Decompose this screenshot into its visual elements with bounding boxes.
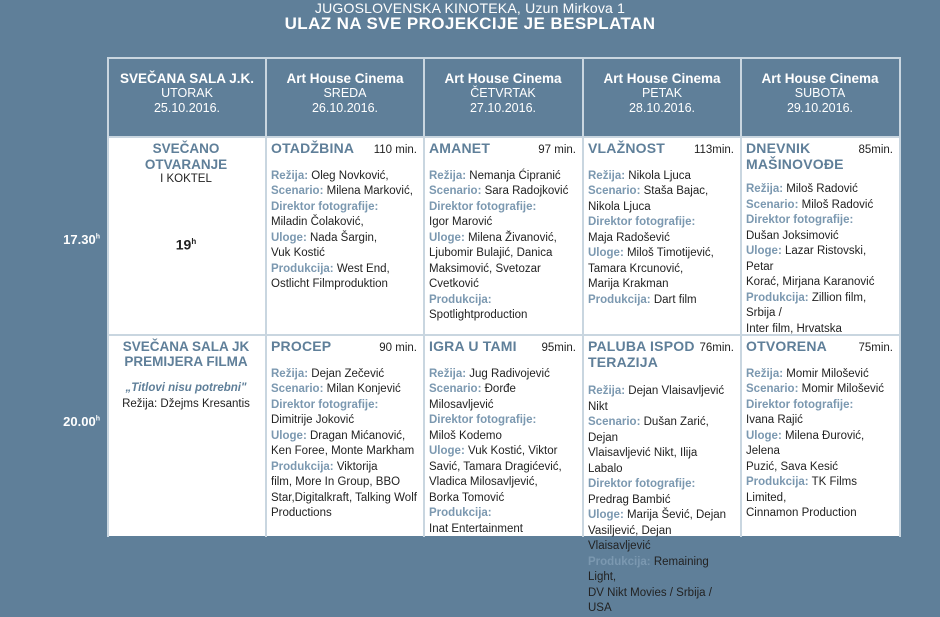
credit-line bbox=[588, 262, 734, 278]
credit-line bbox=[746, 275, 893, 291]
credit-line bbox=[429, 308, 576, 324]
credit-label: Scenario: bbox=[746, 383, 799, 395]
film-title-row bbox=[588, 339, 734, 370]
time-label-1730: 17.30$^h$ bbox=[63, 232, 100, 247]
credit-text: Miloš Kodemo bbox=[429, 429, 502, 442]
credit-line bbox=[588, 215, 734, 231]
credit-text: Spotlightproduction bbox=[429, 309, 528, 321]
credit-text: DV Nikt Movies / Srbija / USA bbox=[588, 586, 712, 614]
credit-text: Oleg Novković, bbox=[308, 169, 389, 182]
credit-text: Vasiljević, Dejan Vlaisavljević bbox=[588, 524, 672, 552]
credit-line bbox=[271, 429, 417, 445]
credit-line bbox=[746, 291, 893, 322]
credit-text: Cvetković bbox=[429, 278, 479, 290]
credit-label: Direktor fotografije: bbox=[429, 200, 537, 213]
credit-text: Igor Marović bbox=[429, 216, 493, 228]
credit-text: Productions bbox=[271, 507, 332, 519]
credit-label: Režija: bbox=[271, 169, 309, 182]
film-credits bbox=[271, 367, 417, 522]
credit-line bbox=[429, 382, 576, 413]
credit-text: Vuk Kostić, Viktor bbox=[464, 445, 558, 457]
credit-text: Maja Radošević bbox=[588, 231, 670, 244]
credit-line bbox=[429, 169, 576, 185]
credit-text: Dimitrije Joković bbox=[271, 414, 355, 426]
credit-label: Scenario: bbox=[429, 383, 482, 395]
credit-line bbox=[429, 293, 576, 309]
day-venue: SVEČANA SALA J.K. bbox=[119, 71, 255, 86]
film-title-row bbox=[588, 141, 734, 159]
credit-text: Inat Entertainment bbox=[429, 522, 523, 535]
day-venue: Art House Cinema bbox=[444, 71, 562, 86]
credit-label: Režija: bbox=[746, 183, 784, 195]
day-date: 27.10.2016. bbox=[469, 101, 537, 115]
credit-label: Režija: bbox=[429, 169, 467, 182]
credit-line bbox=[429, 475, 576, 491]
credit-text: Tamara Krcunović, bbox=[588, 262, 684, 275]
credit-label: Produkcija: bbox=[588, 293, 651, 306]
free-entry-notice: ULAZ NA SVE PROJEKCIJE JE BESPLATAN bbox=[284, 14, 656, 33]
credit-text: Miloš Radović bbox=[798, 198, 874, 211]
day-date: 29.10.2016. bbox=[786, 101, 854, 115]
film-duration: 97 min. bbox=[538, 144, 576, 156]
credit-line bbox=[588, 508, 734, 524]
credit-text: Puzić, Sava Kesić bbox=[746, 460, 839, 473]
day-name: ČETVRTAK bbox=[470, 86, 536, 100]
film-title-row bbox=[429, 339, 576, 357]
film-title: DNEVNIK MAŠINOVOĐE bbox=[746, 140, 844, 172]
film-cell bbox=[267, 336, 423, 536]
credit-label: Uloge: bbox=[271, 231, 307, 244]
schedule-grid bbox=[107, 57, 901, 614]
credit-text: Lazar Ristovski, Petar bbox=[746, 245, 867, 273]
credit-text: Predrag Bambić bbox=[588, 493, 671, 506]
film-cell bbox=[425, 138, 582, 334]
film-title-row bbox=[271, 141, 417, 159]
credit-line bbox=[746, 382, 893, 398]
day-date: 26.10.2016. bbox=[311, 101, 379, 115]
film-duration: 95min. bbox=[541, 342, 576, 354]
credit-line bbox=[588, 415, 734, 446]
credit-label: Uloge: bbox=[429, 231, 465, 244]
credit-label: Scenario: bbox=[746, 198, 799, 211]
credit-line bbox=[588, 231, 734, 247]
film-credits bbox=[588, 169, 734, 309]
credit-text: Dragan Mićanović, bbox=[306, 429, 406, 442]
credit-label: Produkcija: bbox=[271, 262, 334, 275]
credit-line bbox=[746, 213, 893, 229]
day-venue: Art House Cinema bbox=[286, 71, 404, 86]
film-title-row bbox=[429, 141, 576, 159]
credit-label: Uloge: bbox=[588, 509, 624, 521]
credit-line bbox=[588, 446, 734, 477]
credit-line bbox=[588, 555, 734, 586]
credit-line bbox=[588, 184, 734, 200]
credit-line bbox=[588, 524, 734, 555]
premiere-film-title: „Titlovi nisu potrebni" bbox=[125, 382, 247, 394]
credit-text: Marija Šević, Dejan bbox=[623, 509, 727, 521]
credit-label: Direktor fotografije: bbox=[271, 398, 379, 411]
credit-line bbox=[429, 444, 576, 460]
film-cell bbox=[267, 138, 423, 334]
opening-subtitle: I KOKTEL bbox=[160, 173, 212, 185]
credit-line bbox=[429, 200, 576, 216]
film-cell bbox=[742, 138, 899, 334]
day-name: UTORAK bbox=[161, 86, 213, 100]
credit-label: Uloge: bbox=[429, 445, 465, 457]
credit-text: Milena Đurović, Jelena bbox=[746, 429, 865, 457]
credit-text: Borka Tomović bbox=[429, 491, 505, 504]
credit-line bbox=[271, 460, 417, 476]
credit-line bbox=[271, 367, 417, 383]
credit-line bbox=[271, 444, 417, 460]
film-title: VLAŽNOST bbox=[588, 140, 666, 156]
credit-text: Dejan Zečević bbox=[308, 367, 385, 380]
credit-label: Uloge: bbox=[746, 245, 782, 257]
credit-line bbox=[271, 246, 417, 262]
day-header-saturday bbox=[741, 71, 899, 116]
credit-text: Milan Konjević bbox=[323, 383, 401, 395]
credit-label: Režija: bbox=[429, 367, 467, 380]
credit-text: Milena Živanović, bbox=[464, 231, 557, 244]
credit-text: Nada Šargin, bbox=[306, 231, 378, 244]
credit-label: Produkcija: bbox=[746, 476, 809, 488]
film-credits bbox=[588, 384, 734, 617]
credit-text: Dušan Joksimović bbox=[746, 229, 839, 242]
credit-line bbox=[429, 277, 576, 293]
credit-line bbox=[746, 229, 893, 245]
credit-line bbox=[746, 413, 893, 429]
film-title-row bbox=[271, 339, 417, 357]
premiere-venue: SVEČANA SALA JK bbox=[122, 339, 250, 354]
credit-line bbox=[271, 169, 417, 185]
day-header-wednesday bbox=[266, 71, 424, 116]
film-title: IGRA U TAMI bbox=[429, 338, 517, 354]
credit-line bbox=[271, 382, 417, 398]
credit-line bbox=[588, 493, 734, 509]
credit-line bbox=[429, 522, 576, 538]
day-name: PETAK bbox=[641, 86, 683, 100]
credit-line bbox=[271, 231, 417, 247]
credit-text: Ljubomir Bulajić, Danica bbox=[429, 247, 553, 259]
credit-text: Sara Radojković bbox=[481, 185, 569, 197]
credit-label: Direktor fotografije: bbox=[746, 214, 854, 226]
credit-label: Režija: bbox=[588, 169, 626, 182]
day-name: SREDA bbox=[323, 86, 367, 100]
premiere-label: PREMIJERA FILMA bbox=[124, 354, 248, 369]
opening-cell bbox=[109, 138, 265, 334]
credit-label: Scenario: bbox=[271, 383, 324, 395]
credit-text: Maksimović, Svetozar bbox=[429, 262, 541, 275]
credit-text: Ken Foree, Monte Markham bbox=[271, 445, 415, 457]
credit-text: Nemanja Ćipranić bbox=[466, 169, 561, 182]
credit-line bbox=[429, 215, 576, 231]
credit-line bbox=[429, 460, 576, 476]
credit-text: Miladin Čolaković, bbox=[271, 216, 364, 228]
credit-line bbox=[746, 506, 893, 522]
credit-line bbox=[746, 182, 893, 198]
credit-text: Dejan Vlaisavljević Nikt bbox=[588, 385, 725, 413]
film-credits bbox=[271, 169, 417, 293]
credit-line bbox=[429, 506, 576, 522]
film-title: OTVORENA bbox=[746, 338, 827, 354]
opening-time: 19$^h$ bbox=[175, 236, 197, 253]
credit-line bbox=[746, 398, 893, 414]
credit-label: Režija: bbox=[271, 367, 309, 380]
credit-line bbox=[271, 262, 417, 278]
credit-line bbox=[588, 277, 734, 293]
venue-address: JUGOSLOVENSKA KINOTEKA, Uzun Mirkova 1 bbox=[314, 0, 626, 16]
credit-text: Dušan Zarić, Dejan bbox=[588, 416, 709, 444]
credit-line bbox=[746, 244, 893, 275]
credit-text: Ivana Rajić bbox=[746, 414, 803, 426]
credit-line bbox=[588, 293, 734, 309]
film-credits bbox=[429, 169, 576, 324]
credit-line bbox=[429, 367, 576, 383]
credit-text: Đorđe Milosavljević bbox=[429, 383, 516, 411]
day-header-friday bbox=[583, 71, 741, 116]
credit-line bbox=[429, 184, 576, 200]
day-date: 25.10.2016. bbox=[153, 101, 221, 115]
film-title: OTADŽBINA bbox=[271, 140, 355, 156]
credit-line bbox=[429, 491, 576, 507]
film-title-row bbox=[746, 339, 893, 357]
credit-line bbox=[271, 475, 417, 491]
credit-label: Produkcija: bbox=[429, 293, 492, 306]
film-duration: 75min. bbox=[858, 342, 893, 354]
credit-line bbox=[271, 215, 417, 231]
credit-line bbox=[746, 460, 893, 476]
credit-label: Uloge: bbox=[588, 247, 624, 259]
credit-line bbox=[588, 586, 734, 617]
credit-text: film, More In Group, BBO bbox=[271, 476, 401, 488]
film-cell bbox=[742, 336, 899, 536]
credit-label: Uloge: bbox=[746, 429, 782, 442]
credit-text: West End, bbox=[333, 262, 390, 275]
credit-text: Jug Radivojević bbox=[466, 367, 550, 380]
credit-label: Produkcija: bbox=[746, 291, 809, 304]
film-cell bbox=[584, 138, 740, 334]
credit-text: Marija Krakman bbox=[588, 278, 669, 290]
film-title: PROCEP bbox=[271, 338, 332, 354]
credit-line bbox=[271, 200, 417, 216]
day-header-thursday bbox=[424, 71, 582, 116]
credit-label: Produkcija: bbox=[271, 460, 334, 473]
credit-text: Dart film bbox=[650, 293, 697, 306]
credit-line bbox=[746, 322, 893, 338]
credit-text: Cinnamon Production bbox=[746, 507, 857, 519]
grid-line bbox=[107, 57, 901, 59]
day-header-tuesday bbox=[108, 71, 266, 116]
credit-line bbox=[271, 398, 417, 414]
film-duration: 110 min. bbox=[373, 144, 417, 156]
credit-label: Direktor fotografije: bbox=[429, 414, 537, 426]
film-cell bbox=[425, 336, 582, 536]
film-duration: 85min. bbox=[858, 144, 893, 156]
credit-line bbox=[588, 169, 734, 185]
credit-label: Scenario: bbox=[588, 185, 641, 197]
credit-text: Miloš Radović bbox=[783, 183, 858, 195]
credit-text: Staša Bajac, bbox=[640, 185, 709, 197]
credit-text: Vladica Milosavljević, bbox=[429, 476, 538, 488]
credit-line bbox=[271, 506, 417, 522]
credit-line bbox=[429, 231, 576, 247]
credit-text: Miloš Timotijević, bbox=[623, 247, 714, 259]
credit-line bbox=[746, 367, 893, 383]
credit-text: Vuk Kostić bbox=[271, 247, 325, 259]
credit-label: Scenario: bbox=[429, 185, 482, 197]
credit-label: Direktor fotografije: bbox=[588, 478, 696, 490]
credit-line bbox=[271, 491, 417, 507]
film-duration: 90 min. bbox=[379, 342, 417, 354]
credit-line bbox=[271, 277, 417, 293]
credit-line bbox=[271, 413, 417, 429]
film-credits bbox=[746, 367, 893, 522]
page-header bbox=[0, 0, 940, 33]
credit-line bbox=[271, 184, 417, 200]
premiere-director: Režija: Džejms Kresantis bbox=[122, 397, 250, 410]
film-duration: 113min. bbox=[693, 144, 734, 156]
opening-title: SVEČANO OTVARANJE bbox=[144, 141, 228, 172]
credit-line bbox=[588, 477, 734, 493]
credit-line bbox=[588, 384, 734, 415]
credit-label: Produkcija: bbox=[429, 507, 492, 519]
credit-text: Zillion film, Srbija / bbox=[746, 291, 867, 319]
credit-text: Star,Digitalkraft, Talking Wolf bbox=[271, 491, 417, 504]
credit-text: Milena Marković, bbox=[323, 185, 413, 197]
credit-text: Savić, Tamara Dragićević, bbox=[429, 460, 562, 473]
credit-text: Viktorija bbox=[333, 460, 378, 473]
credit-label: Scenario: bbox=[588, 416, 641, 428]
credit-line bbox=[588, 246, 734, 262]
credit-line bbox=[746, 198, 893, 214]
credit-label: Direktor fotografije: bbox=[746, 398, 854, 411]
film-duration: 76min. bbox=[699, 342, 734, 354]
credit-line bbox=[429, 429, 576, 445]
credit-text: Inter film, Hrvatska bbox=[746, 322, 842, 335]
film-title: PALUBA ISPOD TERAZIJA bbox=[588, 338, 695, 370]
credit-text: Ostlicht Filmproduktion bbox=[271, 278, 388, 290]
credit-label: Scenario: bbox=[271, 185, 324, 197]
time-label-2000: 20.00$^h$ bbox=[63, 414, 100, 429]
credit-line bbox=[429, 262, 576, 278]
film-credits bbox=[429, 367, 576, 538]
film-title: AMANET bbox=[429, 140, 491, 156]
film-cell bbox=[584, 336, 740, 614]
credit-line bbox=[429, 413, 576, 429]
film-credits bbox=[746, 182, 893, 337]
credit-text: Remaining Light, bbox=[588, 555, 709, 583]
film-title-row bbox=[746, 141, 893, 172]
credit-text: Vlaisavljević Nikt, Ilija Labalo bbox=[588, 447, 698, 475]
day-name: SUBOTA bbox=[794, 86, 846, 100]
premiere-cell bbox=[109, 336, 265, 536]
credit-line bbox=[429, 246, 576, 262]
credit-label: Produkcija: bbox=[588, 555, 651, 568]
credit-label: Direktor fotografije: bbox=[588, 216, 696, 228]
credit-label: Režija: bbox=[588, 385, 626, 397]
credit-label: Direktor fotografije: bbox=[271, 200, 379, 213]
credit-label: Režija: bbox=[746, 367, 784, 380]
credit-label: Uloge: bbox=[271, 429, 307, 442]
credit-text: Nikola Ljuca bbox=[588, 200, 651, 213]
day-date: 28.10.2016. bbox=[628, 101, 696, 115]
credit-line bbox=[588, 200, 734, 216]
credit-line bbox=[746, 429, 893, 460]
credit-text: Nikola Ljuca bbox=[625, 169, 691, 182]
credit-text: TK Films Limited, bbox=[746, 476, 857, 504]
day-venue: Art House Cinema bbox=[761, 71, 879, 86]
credit-text: Momir Milošević bbox=[798, 383, 885, 395]
grid-line bbox=[899, 57, 901, 537]
credit-line bbox=[746, 475, 893, 506]
credit-text: Momir Milošević bbox=[783, 367, 869, 380]
credit-text: Korać, Mirjana Karanović bbox=[746, 276, 875, 288]
day-venue: Art House Cinema bbox=[603, 71, 721, 86]
